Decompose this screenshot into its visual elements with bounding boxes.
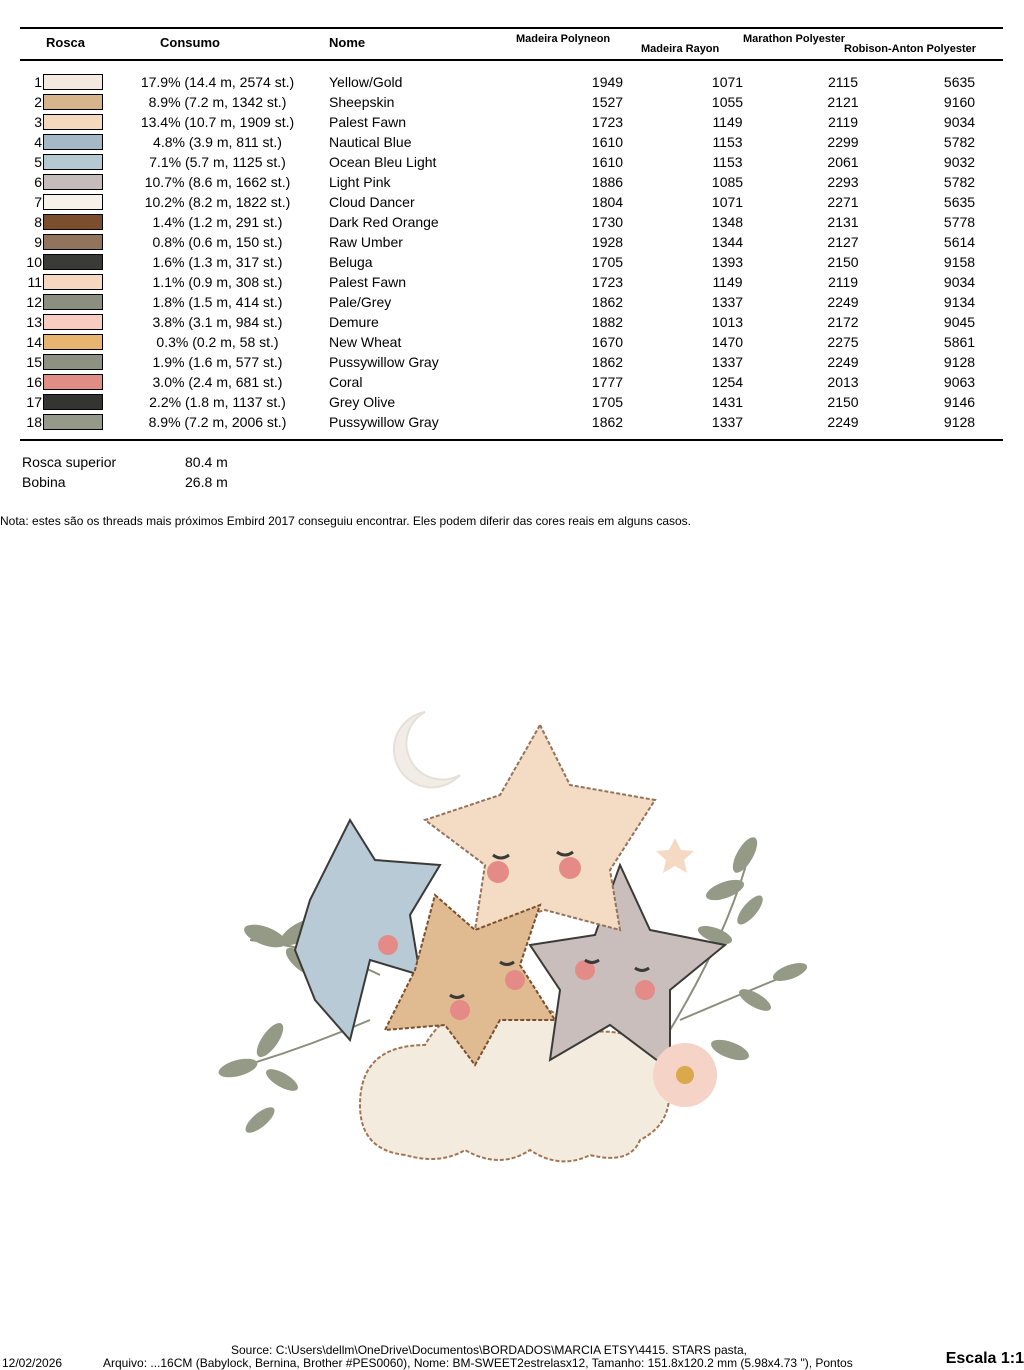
row-number: 3 xyxy=(34,114,42,130)
row-marathon-polyester: 2150 xyxy=(827,394,859,410)
row-madeira-rayon: 1337 xyxy=(711,414,744,430)
color-swatch-box xyxy=(43,274,103,290)
row-consumo: 7.1% (5.7 m, 1125 st.) xyxy=(149,154,286,170)
color-swatch-box xyxy=(43,374,103,390)
row-madeira-polyneon: 1670 xyxy=(591,334,624,350)
row-robison-anton: 5614 xyxy=(943,234,976,250)
color-swatch xyxy=(42,272,106,292)
row-nome: Cloud Dancer xyxy=(329,194,415,210)
row-madeira-rayon: 1348 xyxy=(711,214,744,230)
row-number: 1 xyxy=(34,74,42,90)
row-nome: Ocean Bleu Light xyxy=(329,154,437,170)
color-swatch xyxy=(42,412,106,432)
table-row xyxy=(20,292,1012,312)
row-madeira-polyneon: 1723 xyxy=(591,274,624,290)
header-bottom-rule xyxy=(20,59,1003,61)
table-top-rule xyxy=(20,27,1003,29)
color-swatch xyxy=(42,132,106,152)
row-consumo: 1.8% (1.5 m, 414 st.) xyxy=(152,294,283,310)
row-consumo: 3.0% (2.4 m, 681 st.) xyxy=(152,374,283,390)
row-robison-anton: 9160 xyxy=(943,94,976,110)
embroidery-preview xyxy=(210,700,820,1170)
row-nome: Beluga xyxy=(329,254,373,270)
header-consumo: Consumo xyxy=(160,35,220,50)
row-madeira-rayon: 1149 xyxy=(712,274,743,290)
row-nome: New Wheat xyxy=(329,334,402,350)
table-row xyxy=(20,212,1012,232)
row-marathon-polyester: 2275 xyxy=(827,334,859,350)
row-nome: Demure xyxy=(329,314,379,330)
row-madeira-polyneon: 1705 xyxy=(591,394,624,410)
color-swatch-box xyxy=(43,354,103,370)
row-nome: Dark Red Orange xyxy=(329,214,439,230)
color-swatch-box xyxy=(43,74,103,90)
row-consumo: 13.4% (10.7 m, 1909 st.) xyxy=(140,114,295,130)
row-madeira-rayon: 1337 xyxy=(711,354,744,370)
row-madeira-polyneon: 1610 xyxy=(591,134,624,150)
row-robison-anton: 9045 xyxy=(943,314,976,330)
table-row xyxy=(20,372,1012,392)
row-madeira-polyneon: 1730 xyxy=(591,214,624,230)
summary-bobina-label: Bobina xyxy=(22,474,66,490)
row-madeira-rayon: 1055 xyxy=(711,94,744,110)
color-swatch-box xyxy=(43,194,103,210)
row-number: 10 xyxy=(26,254,42,270)
table-row xyxy=(20,312,1012,332)
color-swatch-box xyxy=(43,334,103,350)
header-robison-anton: Robison-Anton Polyester xyxy=(844,43,977,55)
row-consumo: 1.9% (1.6 m, 577 st.) xyxy=(152,354,283,370)
row-madeira-rayon: 1337 xyxy=(711,294,744,310)
row-madeira-rayon: 1153 xyxy=(712,154,743,170)
table-row xyxy=(20,392,1012,412)
row-marathon-polyester: 2131 xyxy=(827,214,859,230)
color-swatch-box xyxy=(43,114,103,130)
table-row xyxy=(20,72,1012,92)
row-consumo: 1.4% (1.2 m, 291 st.) xyxy=(152,214,283,230)
row-consumo: 8.9% (7.2 m, 2006 st.) xyxy=(148,414,287,430)
row-robison-anton: 5861 xyxy=(943,334,976,350)
flower-shape xyxy=(653,1043,717,1107)
color-swatch xyxy=(42,72,106,92)
color-swatch-box xyxy=(43,414,103,430)
row-robison-anton: 5782 xyxy=(943,174,976,190)
row-consumo: 0.8% (0.6 m, 150 st.) xyxy=(152,234,283,250)
row-robison-anton: 9134 xyxy=(943,294,976,310)
row-madeira-polyneon: 1862 xyxy=(591,354,624,370)
color-swatch-box xyxy=(43,94,103,110)
row-marathon-polyester: 2013 xyxy=(827,374,859,390)
row-robison-anton: 9158 xyxy=(943,254,976,270)
row-robison-anton: 5635 xyxy=(943,194,976,210)
row-madeira-rayon: 1085 xyxy=(711,174,744,190)
table-row xyxy=(20,272,1012,292)
row-madeira-polyneon: 1862 xyxy=(591,414,624,430)
row-madeira-polyneon: 1882 xyxy=(591,314,624,330)
row-consumo: 8.9% (7.2 m, 1342 st.) xyxy=(148,94,287,110)
color-swatch xyxy=(42,232,106,252)
row-robison-anton: 5635 xyxy=(943,74,976,90)
table-row xyxy=(20,412,1012,432)
table-row xyxy=(20,172,1012,192)
row-madeira-rayon: 1393 xyxy=(711,254,744,270)
row-marathon-polyester: 2061 xyxy=(827,154,859,170)
row-nome: Yellow/Gold xyxy=(329,74,403,90)
header-marathon-polyester: Marathon Polyester xyxy=(743,33,846,45)
color-swatch xyxy=(42,352,106,372)
table-row xyxy=(20,232,1012,252)
color-swatch xyxy=(42,252,106,272)
moon-shape xyxy=(394,712,460,787)
row-consumo: 10.7% (8.6 m, 1662 st.) xyxy=(144,174,291,190)
table-row xyxy=(20,132,1012,152)
row-number: 11 xyxy=(27,274,42,290)
row-number: 7 xyxy=(34,194,42,210)
row-nome: Grey Olive xyxy=(329,394,396,410)
row-number: 14 xyxy=(26,334,42,350)
row-marathon-polyester: 2115 xyxy=(827,74,859,90)
color-swatch xyxy=(42,152,106,172)
row-robison-anton: 9034 xyxy=(943,114,976,130)
row-marathon-polyester: 2121 xyxy=(827,94,859,110)
footer-file: Arquivo: ...16CM (Babylock, Bernina, Brother #PES0060), Nome: BM-SWEET2estrelasx12, Tamanho: 151.8x120.2 mm (5.98x4.73 "), Pontos xyxy=(103,1356,853,1370)
row-madeira-rayon: 1470 xyxy=(711,334,744,350)
row-madeira-rayon: 1344 xyxy=(711,234,744,250)
color-swatch xyxy=(42,212,106,232)
row-madeira-polyneon: 1527 xyxy=(591,94,624,110)
table-row xyxy=(20,252,1012,272)
table-row xyxy=(20,92,1012,112)
row-consumo: 1.6% (1.3 m, 317 st.) xyxy=(152,254,283,270)
row-marathon-polyester: 2127 xyxy=(827,234,859,250)
row-consumo: 2.2% (1.8 m, 1137 st.) xyxy=(149,394,286,410)
color-swatch-box xyxy=(43,234,103,250)
row-madeira-rayon: 1071 xyxy=(711,194,744,210)
color-swatch xyxy=(42,392,106,412)
row-madeira-polyneon: 1705 xyxy=(591,254,624,270)
row-marathon-polyester: 2172 xyxy=(827,314,859,330)
row-number: 5 xyxy=(34,154,42,170)
row-nome: Coral xyxy=(329,374,363,390)
row-marathon-polyester: 2119 xyxy=(827,114,859,130)
row-madeira-polyneon: 1777 xyxy=(591,374,624,390)
row-number: 2 xyxy=(34,94,42,110)
small-star-shape xyxy=(656,838,694,873)
color-swatch xyxy=(42,312,106,332)
footer-source: Source: C:\Users\dellm\OneDrive\Documentos\BORDADOS\MARCIA ETSY\4415. STARS pasta, xyxy=(231,1343,747,1357)
color-swatch xyxy=(42,292,106,312)
row-robison-anton: 5778 xyxy=(943,214,976,230)
row-madeira-polyneon: 1610 xyxy=(591,154,624,170)
row-marathon-polyester: 2249 xyxy=(827,354,859,370)
color-swatch xyxy=(42,332,106,352)
row-marathon-polyester: 2119 xyxy=(827,274,859,290)
header-nome: Nome xyxy=(329,35,366,50)
color-swatch-box xyxy=(43,214,103,230)
row-robison-anton: 9034 xyxy=(943,274,976,290)
row-number: 15 xyxy=(26,354,42,370)
table-bottom-rule xyxy=(20,439,1003,441)
table-row xyxy=(20,152,1012,172)
row-consumo: 10.2% (8.2 m, 1822 st.) xyxy=(144,194,291,210)
header-rosca: Rosca xyxy=(46,35,86,50)
color-swatch-box xyxy=(43,314,103,330)
row-nome: Light Pink xyxy=(329,174,391,190)
row-marathon-polyester: 2299 xyxy=(827,134,859,150)
row-robison-anton: 9146 xyxy=(943,394,976,410)
row-madeira-rayon: 1149 xyxy=(712,114,743,130)
row-marathon-polyester: 2249 xyxy=(827,414,859,430)
row-consumo: 1.1% (0.9 m, 308 st.) xyxy=(152,274,283,290)
row-marathon-polyester: 2293 xyxy=(827,174,859,190)
header-madeira-rayon: Madeira Rayon xyxy=(641,43,720,55)
table-row xyxy=(20,332,1012,352)
row-nome: Sheepskin xyxy=(329,94,395,110)
row-number: 18 xyxy=(26,414,42,430)
row-nome: Nautical Blue xyxy=(329,134,412,150)
row-number: 12 xyxy=(26,294,42,310)
row-number: 4 xyxy=(34,134,42,150)
row-number: 13 xyxy=(26,314,42,330)
color-swatch xyxy=(42,112,106,132)
row-nome: Pale/Grey xyxy=(329,294,392,310)
summary-superior-value: 80.4 m xyxy=(185,454,228,470)
row-robison-anton: 5782 xyxy=(943,134,976,150)
row-nome: Palest Fawn xyxy=(329,274,407,290)
row-robison-anton: 9032 xyxy=(943,154,976,170)
row-madeira-polyneon: 1804 xyxy=(591,194,624,210)
row-madeira-polyneon: 1862 xyxy=(591,294,624,310)
color-swatch-box xyxy=(43,254,103,270)
color-swatch xyxy=(42,172,106,192)
row-number: 17 xyxy=(26,394,42,410)
row-nome: Raw Umber xyxy=(329,234,403,250)
row-number: 9 xyxy=(34,234,42,250)
summary-bobina-value: 26.8 m xyxy=(185,474,228,490)
table-row xyxy=(20,352,1012,372)
disclaimer-note: Nota: estes são os threads mais próximos Embird 2017 conseguiu encontrar. Eles podem diferir das cores reais em alguns casos. xyxy=(0,514,692,528)
row-consumo: 4.8% (3.9 m, 811 st.) xyxy=(153,134,282,150)
row-madeira-polyneon: 1886 xyxy=(591,174,624,190)
row-nome: Pussywillow Gray xyxy=(329,414,439,430)
color-swatch-box xyxy=(43,134,103,150)
row-madeira-rayon: 1071 xyxy=(711,74,744,90)
header-madeira-polyneon: Madeira Polyneon xyxy=(516,33,611,45)
row-robison-anton: 9128 xyxy=(943,354,976,370)
row-robison-anton: 9128 xyxy=(943,414,976,430)
color-swatch-box xyxy=(43,174,103,190)
row-madeira-rayon: 1431 xyxy=(711,394,744,410)
table-row xyxy=(20,112,1012,132)
row-nome: Pussywillow Gray xyxy=(329,354,439,370)
row-number: 8 xyxy=(34,214,42,230)
threads-table xyxy=(20,72,1012,432)
row-marathon-polyester: 2271 xyxy=(827,194,859,210)
row-madeira-polyneon: 1928 xyxy=(591,234,624,250)
color-swatch-box xyxy=(43,394,103,410)
footer-scale: Escala 1:1 xyxy=(945,1350,1024,1367)
row-marathon-polyester: 2150 xyxy=(827,254,859,270)
row-consumo: 3.8% (3.1 m, 984 st.) xyxy=(152,314,283,330)
row-marathon-polyester: 2249 xyxy=(827,294,859,310)
color-swatch xyxy=(42,92,106,112)
color-swatch-box xyxy=(43,154,103,170)
row-nome: Palest Fawn xyxy=(329,114,407,130)
row-robison-anton: 9063 xyxy=(943,374,976,390)
row-madeira-rayon: 1254 xyxy=(711,374,744,390)
summary-superior-label: Rosca superior xyxy=(22,454,117,470)
row-consumo: 17.9% (14.4 m, 2574 st.) xyxy=(140,74,295,90)
row-madeira-rayon: 1153 xyxy=(712,134,743,150)
row-consumo: 0.3% (0.2 m, 58 st.) xyxy=(156,334,279,350)
footer-date: 12/02/2026 xyxy=(2,1356,63,1370)
row-number: 16 xyxy=(26,374,42,390)
row-madeira-rayon: 1013 xyxy=(711,314,744,330)
row-madeira-polyneon: 1723 xyxy=(591,114,624,130)
color-swatch-box xyxy=(43,294,103,310)
row-number: 6 xyxy=(34,174,42,190)
color-swatch xyxy=(42,192,106,212)
row-madeira-polyneon: 1949 xyxy=(591,74,624,90)
table-row xyxy=(20,192,1012,212)
color-swatch xyxy=(42,372,106,392)
